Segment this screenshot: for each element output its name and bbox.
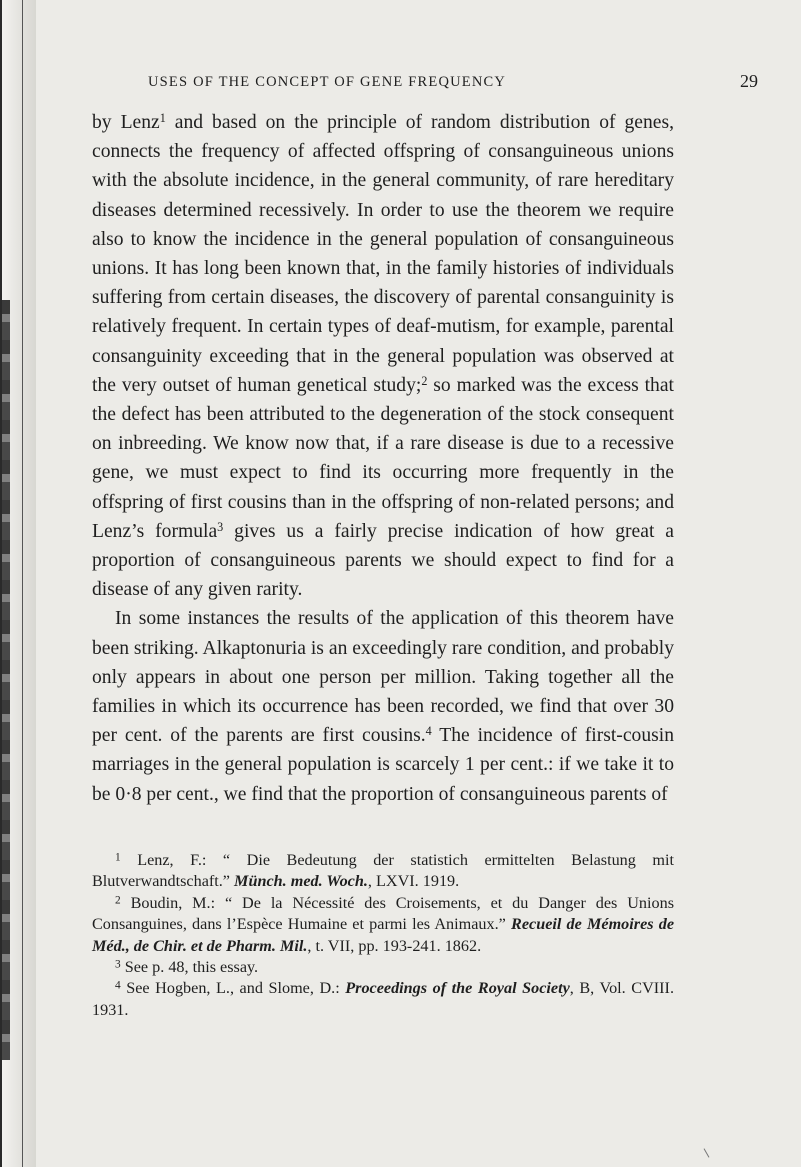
footnote-source: Münch. med. Woch. — [234, 872, 368, 891]
footnote-1 — [92, 850, 674, 893]
footnote-number: 3 — [115, 958, 121, 971]
footnote-tail: , LXVI. 1919. — [367, 872, 460, 891]
footnote-ref-2[interactable]: 2 — [421, 373, 428, 388]
page-number: 29 — [740, 71, 758, 91]
footnote-tail: , t. VII, pp. 193-241. 1862. — [307, 936, 482, 955]
footnote-text: Lenz, F.: “ Die Bedeutung der statistich ermittelten Belastung mit Blutverwandtschaft.” — [92, 851, 674, 891]
footnote-text: See Hogben, L., and Slome, D.: — [126, 979, 346, 998]
p1-text-d: gives us a fairly precise indication of how great a proportion of consanguineous parents we should expect to find for a disease of any given rarity. — [92, 520, 674, 601]
footnote-number: 4 — [115, 979, 121, 992]
footnote-3 — [92, 957, 674, 978]
p1-text-a: by Lenz — [92, 112, 160, 133]
footnote-2 — [92, 893, 674, 957]
p2-text-b: The incidence of first-cousin marriages in the general population is scarcely 1 per cent.: if we take it to be 0·8 per cent., we find that the proportion of consanguineous parents of — [92, 725, 674, 805]
footnote-ref-3[interactable]: 3 — [217, 519, 224, 534]
scan-artifact-mark — [704, 1148, 710, 1157]
footnote-4 — [92, 978, 674, 1021]
footnote-text: See p. 48, this essay. — [124, 958, 259, 977]
p1-text-c: so marked was the excess that the defect has been attributed to the degeneration of the stock consequent on inbreeding. We know now that, if a rare disease is due to a recessive gene, we must expect to find its occurring more frequently in the offspring of first cousins than in the offspring of non-related persons; and Lenz’s formula — [92, 374, 674, 542]
footnote-ref-4[interactable]: 4 — [425, 724, 432, 739]
paragraph-1 — [92, 108, 674, 604]
paragraph-2 — [92, 604, 674, 808]
footnotes — [92, 850, 674, 1021]
p1-text-b: and based on the principle of random distribution of genes, connects the frequency of affected offspring of consanguineous unions with the absolute incidence, in the general community, of rare hereditary diseases determined recessively. In order to use the theorem we require also to know the incidence in the general population of consanguineous unions. It has long been known that, in the family histories of individuals suffering from certain diseases, the discovery of parental consanguinity is relatively frequent. In certain types of deaf-mutism, for example, parental consanguinity exceeding that in the general population was observed at the very outset of human genetical study; — [92, 112, 674, 396]
footnote-ref-1[interactable]: 1 — [159, 110, 166, 125]
footnote-source: Proceedings of the Royal Society — [345, 979, 570, 998]
footnote-source: Recueil de Mémoires de Méd., de Chir. et de Pharm. Mil. — [92, 915, 675, 955]
footnote-text: Boudin, M.: “ De la Nécessité des Croisements, et du Danger des Unions Consanguines, dans l’Espèce Humaine et parmi les Animaux.” — [92, 893, 675, 934]
p2-text-a: In some instances the results of the application of this theorem have been striking. Alkaptonuria is an exceedingly rare condition, and probably only appears in about one person per million. Taking together all the families in which its occurrence has been recorded, we find that over 30 per cent. of the parents are first cousins. — [92, 608, 674, 747]
body-text — [92, 108, 674, 809]
running-head-title: USES OF THE CONCEPT OF GENE FREQUENCY — [148, 74, 507, 90]
footnote-number: 1 — [115, 851, 121, 864]
footnote-number: 2 — [115, 894, 121, 907]
footnote-tail: , B, Vol. CVIII. 1931. — [92, 979, 674, 1019]
